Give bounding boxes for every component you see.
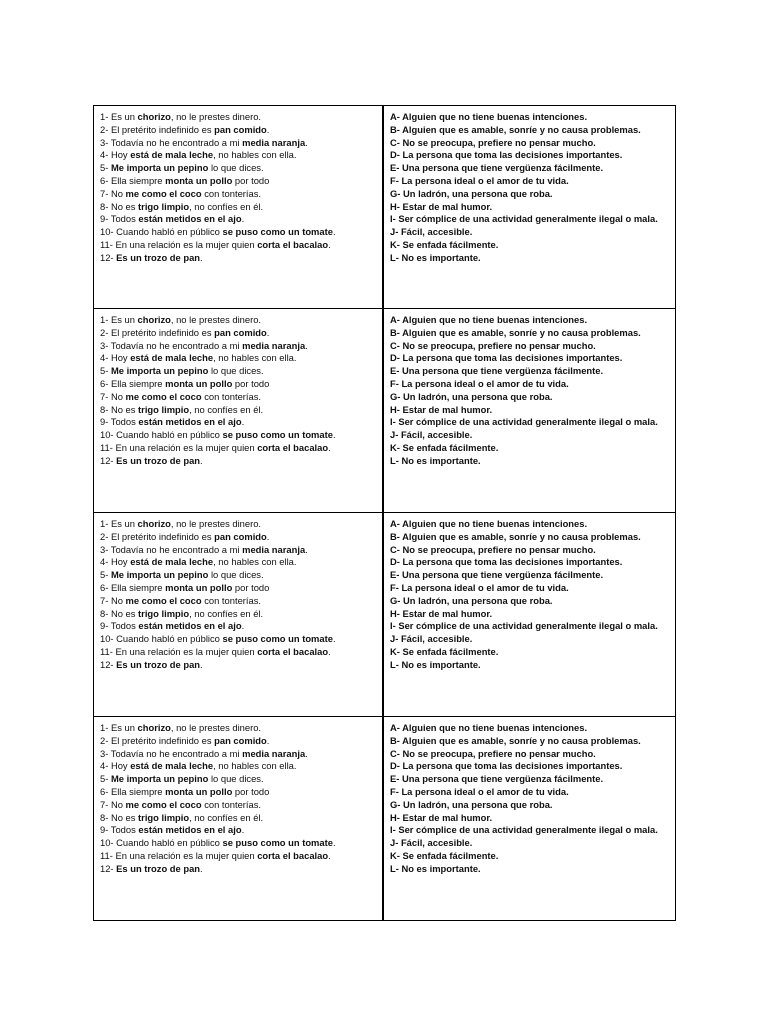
idiom: están metidos en el ajo [138, 620, 242, 632]
definition-item: J- Fácil, accesible. [390, 226, 473, 238]
sentence-text: . [305, 747, 308, 759]
definition-item: I- Ser cómplice de una actividad generalmente ilegal o mala. [390, 213, 658, 225]
sentence-item [100, 773, 382, 786]
definition-item: B- Alguien que es amable, sonríe y no causa problemas. [390, 734, 641, 746]
sentence-text: 7- No [100, 798, 126, 810]
definition-item: F- La persona ideal o el amor de tu vida. [390, 377, 569, 389]
exercise-card [93, 513, 676, 717]
definition-item: F- La persona ideal o el amor de tu vida. [390, 581, 569, 593]
definitions-column [384, 717, 675, 920]
definition-item: I- Ser cómplice de una actividad generalmente ilegal o mala. [390, 416, 658, 428]
sentence-text: , no confíes en él. [189, 403, 264, 415]
idiom: Es un trozo de pan [116, 251, 201, 263]
sentence-item [100, 416, 382, 429]
definition-item: J- Fácil, accesible. [390, 429, 473, 441]
idiom: está de mala leche [130, 556, 214, 568]
sentence-text: 6- Ella siempre [100, 785, 166, 797]
sentence-text: 5- [100, 569, 111, 581]
idiom: Es un trozo de pan [116, 454, 201, 466]
definition-item: L- No es importante. [390, 251, 481, 263]
sentence-text: con tonterías. [201, 187, 262, 199]
exercise-card [93, 309, 676, 513]
definition-item: B- Alguien que es amable, sonríe y no causa problemas. [390, 530, 641, 542]
sentence-text: por todo [232, 174, 270, 186]
sentence-text: . [332, 429, 336, 441]
idiom: trigo limpio [138, 607, 190, 619]
definition-item: E- Una persona que tiene vergüenza fácilmente. [390, 162, 604, 174]
sentence-text: 9- Todos [100, 824, 139, 836]
sentence-item [100, 352, 382, 365]
sentence-item [100, 213, 382, 226]
sentence-text: 9- Todos [100, 213, 139, 225]
definition-item: D- La persona que toma las decisiones importantes. [390, 149, 623, 161]
definition-item: D- La persona que toma las decisiones importantes. [390, 760, 623, 772]
sentence-text: , no le prestes dinero. [170, 111, 262, 122]
sentence-text: . [266, 530, 270, 542]
sentence-item [100, 137, 382, 150]
idiom: corta el bacalao [257, 238, 329, 250]
sentence-item [100, 378, 382, 391]
sentence-text: 12- [100, 862, 117, 874]
definition-item: F- La persona ideal o el amor de tu vida. [390, 785, 569, 797]
idiom: me como el coco [125, 594, 202, 606]
idiom: Me importa un pepino [110, 569, 209, 581]
sentence-text: , no le prestes dinero. [170, 518, 262, 529]
definition-item: H- Estar de mal humor. [390, 403, 493, 415]
definition-item: L- No es importante. [390, 658, 481, 670]
definition-item: E- Una persona que tiene vergüenza fácilmente. [390, 569, 604, 581]
sentence-item [100, 111, 382, 124]
sentence-text: 8- No es [100, 811, 139, 823]
idiom: monta un pollo [165, 581, 233, 593]
sentence-text: 1- Es un [100, 111, 138, 122]
sentence-item [100, 149, 382, 162]
sentence-text: . [266, 123, 270, 135]
sentence-text: . [332, 633, 336, 645]
idiom: está de mala leche [130, 352, 214, 364]
definition-item: E- Una persona que tiene vergüenza fácilmente. [390, 365, 604, 377]
sentence-text: 3- Todavía no he encontrado a mi [100, 339, 243, 351]
sentence-text: . [332, 226, 336, 238]
sentence-text: 5- [100, 773, 111, 785]
sentence-item [100, 314, 382, 327]
idiom: trigo limpio [138, 403, 190, 415]
sentence-text: lo que dices. [208, 162, 264, 174]
definition-item: J- Fácil, accesible. [390, 837, 473, 849]
sentence-text: 2- El pretérito indefinido es [100, 123, 215, 135]
sentence-item [100, 201, 382, 214]
sentence-item [100, 391, 382, 404]
definition-item: C- No se preocupa, prefiere no pensar mucho. [390, 747, 596, 759]
sentence-item [100, 455, 382, 468]
sentence-text: 4- Hoy [100, 352, 131, 364]
sentence-item [100, 404, 382, 417]
sentence-text: . [200, 251, 203, 263]
idiom: Es un trozo de pan [116, 862, 201, 874]
definitions-column [384, 513, 675, 716]
idiom: se puso como un tomate [222, 226, 333, 238]
idiom: monta un pollo [165, 785, 233, 797]
idiom: trigo limpio [138, 811, 190, 823]
sentence-text: 2- El pretérito indefinido es [100, 530, 215, 542]
sentence-text: 6- Ella siempre [100, 581, 166, 593]
sentence-text: 8- No es [100, 200, 139, 212]
sentence-item [100, 124, 382, 137]
idiom: pan comido [214, 326, 267, 338]
sentence-text: , no confíes en él. [189, 607, 264, 619]
sentence-text: . [200, 862, 203, 874]
sentence-text: 1- Es un [100, 314, 138, 325]
sentence-item [100, 595, 382, 608]
sentence-text: 4- Hoy [100, 760, 131, 772]
sentence-text: . [266, 734, 270, 746]
sentence-text: 10- Cuando habló en público [100, 633, 223, 645]
sentence-text: 11- En una relación es la mujer quien [100, 238, 258, 250]
sentence-item [100, 252, 382, 265]
definition-item: D- La persona que toma las decisiones importantes. [390, 352, 623, 364]
idiom: media naranja [242, 339, 306, 351]
sentence-item [100, 531, 382, 544]
sentence-item [100, 608, 382, 621]
sentence-text: , no le prestes dinero. [170, 314, 262, 325]
sentence-text: 10- Cuando habló en público [100, 226, 223, 238]
idiom: pan comido [214, 530, 267, 542]
sentence-item [100, 429, 382, 442]
definition-item: C- No se preocupa, prefiere no pensar mucho. [390, 543, 596, 555]
definition-item: B- Alguien que es amable, sonríe y no causa problemas. [390, 123, 641, 135]
definition-item: H- Estar de mal humor. [390, 200, 493, 212]
sentence-text: 1- Es un [100, 722, 138, 733]
definition-item: F- La persona ideal o el amor de tu vida. [390, 174, 569, 186]
definition-item: G- Un ladrón, una persona que roba. [390, 798, 553, 810]
sentence-text: 12- [100, 658, 117, 670]
sentence-text: 2- El pretérito indefinido es [100, 734, 215, 746]
idiom: me como el coco [125, 390, 202, 402]
sentence-text: 6- Ella siempre [100, 377, 166, 389]
sentence-text: . [305, 339, 308, 351]
idiom: media naranja [242, 136, 306, 148]
definition-item: C- No se preocupa, prefiere no pensar mucho. [390, 339, 596, 351]
definition-item: A- Alguien que no tiene buenas intenciones. [390, 111, 588, 122]
sentence-item [100, 365, 382, 378]
sentence-text: 7- No [100, 187, 126, 199]
sentence-item [100, 863, 382, 876]
idiom: están metidos en el ajo [138, 213, 242, 225]
definitions-column [384, 106, 675, 308]
sentence-item [100, 340, 382, 353]
sentence-text: 9- Todos [100, 620, 139, 632]
idiom: Es un trozo de pan [116, 658, 201, 670]
idiom: se puso como un tomate [222, 837, 333, 849]
sentence-item [100, 175, 382, 188]
definition-item: I- Ser cómplice de una actividad generalmente ilegal o mala. [390, 824, 658, 836]
sentence-item [100, 239, 382, 252]
idiom: se puso como un tomate [222, 633, 333, 645]
sentence-item [100, 735, 382, 748]
sentence-text: 9- Todos [100, 416, 139, 428]
sentence-item [100, 442, 382, 455]
sentence-item [100, 837, 382, 850]
definition-item: G- Un ladrón, una persona que roba. [390, 594, 553, 606]
sentence-text: 10- Cuando habló en público [100, 429, 223, 441]
sentence-item [100, 226, 382, 239]
sentence-text: . [328, 849, 331, 861]
sentence-text: 1- Es un [100, 518, 138, 529]
sentence-text: , no confíes en él. [189, 811, 264, 823]
idiom: corta el bacalao [257, 849, 329, 861]
sentence-item [100, 646, 382, 659]
sentence-text: , no hables con ella. [213, 352, 297, 364]
idiom: está de mala leche [130, 149, 214, 161]
sentence-item [100, 659, 382, 672]
definition-item: G- Un ladrón, una persona que roba. [390, 187, 553, 199]
sentence-text: 8- No es [100, 403, 139, 415]
sentence-text: 2- El pretérito indefinido es [100, 326, 215, 338]
definition-item: G- Un ladrón, una persona que roba. [390, 390, 553, 402]
definition-item: L- No es importante. [390, 862, 481, 874]
sentence-text: , no confíes en él. [189, 200, 264, 212]
sentence-text: 7- No [100, 594, 126, 606]
sentences-column [94, 106, 384, 308]
idiom: están metidos en el ajo [138, 416, 242, 428]
sentence-text: 11- En una relación es la mujer quien [100, 645, 258, 657]
sentence-text: con tonterías. [201, 390, 262, 402]
sentence-item [100, 327, 382, 340]
sentence-item [100, 722, 382, 735]
exercise-card [93, 717, 676, 921]
sentence-text: con tonterías. [201, 798, 262, 810]
sentence-text: 7- No [100, 390, 126, 402]
idiom: se puso como un tomate [222, 429, 333, 441]
sentences-column [94, 717, 384, 920]
worksheet [93, 105, 676, 921]
sentence-item [100, 748, 382, 761]
idiom: chorizo [137, 314, 171, 325]
definition-item: K- Se enfada fácilmente. [390, 849, 499, 861]
idiom: chorizo [137, 518, 171, 529]
idiom: Me importa un pepino [110, 162, 209, 174]
sentence-item [100, 812, 382, 825]
sentences-column [94, 513, 384, 716]
sentence-text: . [328, 645, 331, 657]
sentence-text: . [305, 543, 308, 555]
idiom: pan comido [214, 734, 267, 746]
sentence-text: lo que dices. [208, 773, 264, 785]
sentence-item [100, 633, 382, 646]
sentence-text: . [332, 837, 336, 849]
sentence-text: 12- [100, 251, 117, 263]
sentence-text: con tonterías. [201, 594, 262, 606]
sentence-text: 6- Ella siempre [100, 174, 166, 186]
sentence-text: lo que dices. [208, 365, 264, 377]
idiom: pan comido [214, 123, 267, 135]
definition-item: C- No se preocupa, prefiere no pensar mucho. [390, 136, 596, 148]
sentence-item [100, 556, 382, 569]
sentence-text: por todo [232, 581, 270, 593]
sentence-text: 4- Hoy [100, 556, 131, 568]
sentence-text: . [241, 416, 245, 428]
idiom: media naranja [242, 543, 306, 555]
idiom: Me importa un pepino [110, 773, 209, 785]
sentence-text: 8- No es [100, 607, 139, 619]
sentence-text: , no le prestes dinero. [170, 722, 262, 733]
sentence-text: 11- En una relación es la mujer quien [100, 441, 258, 453]
definition-item: E- Una persona que tiene vergüenza fácilmente. [390, 773, 604, 785]
sentence-text: 3- Todavía no he encontrado a mi [100, 136, 243, 148]
definition-item: A- Alguien que no tiene buenas intenciones. [390, 518, 588, 529]
sentence-text: 4- Hoy [100, 149, 131, 161]
sentence-text: 5- [100, 162, 111, 174]
definition-item: J- Fácil, accesible. [390, 633, 473, 645]
sentence-text: , no hables con ella. [213, 149, 297, 161]
sentence-text: . [200, 658, 203, 670]
sentence-item [100, 162, 382, 175]
idiom: me como el coco [125, 798, 202, 810]
definition-item: A- Alguien que no tiene buenas intenciones. [390, 722, 588, 733]
sentence-text: 5- [100, 365, 111, 377]
sentence-item [100, 188, 382, 201]
sentence-item [100, 582, 382, 595]
sentence-text: 3- Todavía no he encontrado a mi [100, 747, 243, 759]
definition-item: K- Se enfada fácilmente. [390, 645, 499, 657]
definition-item: D- La persona que toma las decisiones importantes. [390, 556, 623, 568]
sentence-text: 11- En una relación es la mujer quien [100, 849, 258, 861]
definition-item: I- Ser cómplice de una actividad generalmente ilegal o mala. [390, 620, 658, 632]
definition-item: H- Estar de mal humor. [390, 811, 493, 823]
idiom: trigo limpio [138, 200, 190, 212]
sentence-item [100, 569, 382, 582]
sentence-item [100, 824, 382, 837]
idiom: está de mala leche [130, 760, 214, 772]
idiom: corta el bacalao [257, 441, 329, 453]
sentence-text: por todo [232, 785, 270, 797]
sentence-text: . [241, 620, 245, 632]
sentence-text: 10- Cuando habló en público [100, 837, 223, 849]
definition-item: K- Se enfada fácilmente. [390, 441, 499, 453]
sentence-text: . [241, 824, 245, 836]
definitions-column [384, 309, 675, 512]
sentences-column [94, 309, 384, 512]
definition-item: L- No es importante. [390, 454, 481, 466]
idiom: están metidos en el ajo [138, 824, 242, 836]
idiom: monta un pollo [165, 377, 233, 389]
idiom: media naranja [242, 747, 306, 759]
idiom: corta el bacalao [257, 645, 329, 657]
definition-item: A- Alguien que no tiene buenas intenciones. [390, 314, 588, 325]
sentence-text: . [328, 441, 331, 453]
idiom: chorizo [137, 722, 171, 733]
sentence-text: . [200, 454, 203, 466]
definition-item: B- Alguien que es amable, sonríe y no causa problemas. [390, 326, 641, 338]
sentence-text: 3- Todavía no he encontrado a mi [100, 543, 243, 555]
sentence-text: . [266, 326, 270, 338]
sentence-item [100, 850, 382, 863]
sentence-item [100, 760, 382, 773]
sentence-text: lo que dices. [208, 569, 264, 581]
sentence-text: , no hables con ella. [213, 556, 297, 568]
sentence-text: , no hables con ella. [213, 760, 297, 772]
sentence-item [100, 544, 382, 557]
idiom: chorizo [137, 111, 171, 122]
definition-item: H- Estar de mal humor. [390, 607, 493, 619]
sentence-text: . [241, 213, 245, 225]
idiom: me como el coco [125, 187, 202, 199]
sentence-item [100, 799, 382, 812]
definition-item: K- Se enfada fácilmente. [390, 238, 499, 250]
idiom: monta un pollo [165, 174, 233, 186]
idiom: Me importa un pepino [110, 365, 209, 377]
sentence-text: por todo [232, 377, 270, 389]
sentence-item [100, 786, 382, 799]
sentence-item [100, 518, 382, 531]
sentence-item [100, 620, 382, 633]
exercise-card [93, 105, 676, 309]
sentence-text: 12- [100, 454, 117, 466]
sentence-text: . [328, 238, 331, 250]
sentence-text: . [305, 136, 308, 148]
